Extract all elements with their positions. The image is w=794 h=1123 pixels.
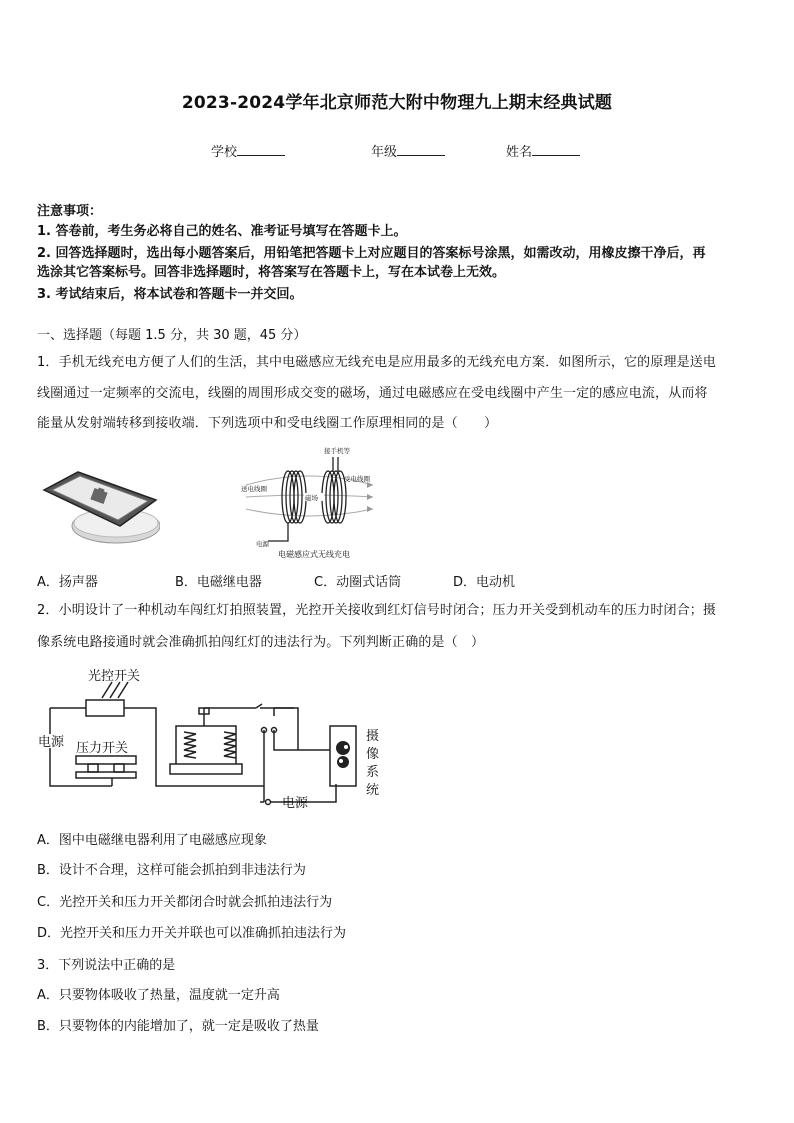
light-switch-label: 光控开关: [88, 669, 141, 684]
name-label: 姓名: [506, 145, 533, 160]
notes-heading: 注意事项：: [37, 204, 103, 219]
option-b: B．电磁继电器: [175, 575, 262, 590]
grade-blank: [397, 143, 445, 156]
section-heading: 一、选择题（每题 1.5 分，共 30 题，45 分）: [37, 328, 307, 343]
q2-stem-line: 像系统电路接通时就会准确抓拍闯红灯的违法行为。下列判断正确的是（ ）: [37, 635, 485, 650]
circuit-diagram: [36, 664, 396, 814]
notes-item: 3. 考试结束后，将本试卷和答题卡一并交回。: [37, 287, 303, 302]
camera-label-4: 统: [366, 783, 380, 798]
q2-option-a: A．图中电磁继电器利用了电磁感应现象: [37, 833, 267, 848]
camera-label-2: 像: [366, 747, 380, 762]
q3-stem: 3．下列说法中正确的是: [37, 958, 176, 973]
grade-field: [371, 141, 445, 160]
q2-option-b: B．设计不合理，这样可能会抓拍到非违法行为: [37, 863, 306, 878]
phone-label: 接手机等: [324, 447, 350, 455]
option-d: D．电动机: [453, 575, 516, 590]
camera-label-3: 系: [366, 765, 380, 780]
grade-label: 年级: [371, 145, 398, 160]
send-coil-label: 送电线圈: [241, 485, 267, 493]
school-label: 学校: [211, 145, 238, 160]
notes-item: 选涂其它答案标号。回答非选择题时，将答案写在答题卡上，写在本试卷上无效。: [37, 265, 506, 280]
q1-stem-line: 1．手机无线充电方便了人们的生活，其中电磁感应无线充电是应用最多的无线充电方案．如图所示，它的原理是送电: [37, 355, 717, 370]
notes-item: 1. 答卷前，考生务必将自己的姓名、准考证号填写在答题卡上。: [37, 224, 407, 239]
q2-option-c: C．光控开关和压力开关都闭合时就会抓拍违法行为: [37, 895, 333, 910]
name-field: [506, 141, 580, 160]
pressure-switch-label: 压力开关: [76, 741, 129, 756]
camera-label-1: 摄: [366, 729, 380, 744]
exam-title: 2023-2024学年北京师范大附中物理九上期末经典试题: [181, 93, 613, 113]
q1-stem-line: 线圈通过一定频率的交流电，线圈的周围形成交变的磁场，通过电磁感应在受电线圈中产生一定的感应电流，从而将: [37, 386, 708, 401]
q3-option-a: A．只要物体吸收了热量，温度就一定升高: [37, 988, 280, 1003]
power-left-label: 电源: [38, 735, 65, 750]
q2-stem-line: 2．小明设计了一种机动车闯红灯拍照装置，光控开关接收到红灯信号时闭合；压力开关受到机动车的压力时闭合；摄: [37, 603, 717, 618]
notes-item: 2. 回答选择题时，选出每小题答案后，用铅笔把答题卡上对应题目的答案标号涂黑，如需改动，用橡皮擦干净后，再: [37, 246, 706, 261]
source-label: 电源: [256, 540, 269, 548]
school-field: [211, 141, 285, 160]
figure-caption: 电磁感应式无线充电: [278, 550, 350, 559]
school-blank: [237, 143, 285, 156]
name-blank: [532, 143, 580, 156]
option-c: C．动圈式话筒: [314, 575, 402, 590]
field-label: 磁场: [305, 494, 318, 502]
option-a: A．扬声器: [37, 575, 98, 590]
q2-option-d: D．光控开关和压力开关并联也可以准确抓拍违法行为: [37, 926, 347, 941]
q1-stem-line: 能量从发射端转移到接收端．下列选项中和受电线圈工作原理相同的是（ ）: [37, 416, 498, 431]
power-bottom-label: 电源: [282, 796, 309, 811]
coil-diagram: [238, 445, 383, 560]
phone-charging-image: [38, 468, 160, 548]
q3-option-b: B．只要物体的内能增加了，就一定是吸收了热量: [37, 1019, 319, 1034]
receive-coil-label: 受电线圈: [344, 475, 370, 483]
